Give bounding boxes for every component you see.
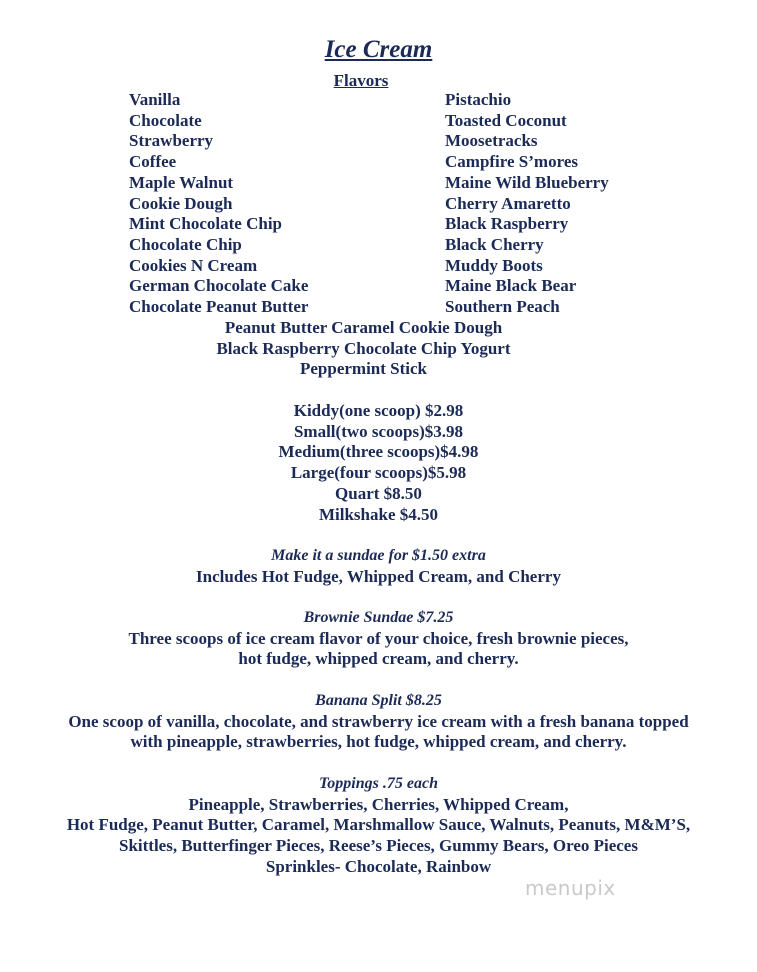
flavors-left-column [129,90,308,318]
flavor-item: German Chocolate Cake [129,276,309,296]
flavor-item: Cherry Amaretto [445,193,571,213]
banana-split-section [0,691,757,753]
toppings-section [0,774,757,878]
section-line: hot fudge, whipped cream, and cherry. [238,649,519,669]
flavor-item: Peppermint Stick [299,359,428,379]
flavor-item: Southern Peach [445,297,560,317]
section-heading: Brownie Sundae $7.25 [303,609,454,626]
flavor-item: Black Raspberry [445,214,569,234]
flavor-item: Maine Wild Blueberry [445,172,609,192]
size-price: Small(two scoops)$3.98 [293,421,464,441]
flavors-center [0,318,757,380]
section-line: Three scoops of ice cream flavor of your choice, fresh brownie pieces, [128,628,629,648]
flavors-right-column [445,90,609,318]
size-price: Quart $8.50 [335,483,422,503]
brownie-sundae-section [0,608,757,670]
size-prices [0,401,757,525]
flavor-item: Cookies N Cream [129,255,258,275]
section-heading: Make it a sundae for $1.50 extra [271,547,486,564]
flavor-item: Vanilla [129,90,181,109]
flavor-item: Maple Walnut [129,172,234,192]
flavor-item: Black Raspberry Chocolate Chip Yogurt [216,338,511,358]
section-line: Skittles, Butterfinger Pieces, Reese’s Pieces, Gummy Bears, Oreo Pieces [119,836,638,856]
flavor-item: Muddy Boots [445,255,543,275]
flavor-item: Chocolate Chip [129,234,242,254]
flavor-item: Campfire S’mores [445,152,578,172]
flavor-item: Chocolate Peanut Butter [129,297,309,317]
watermark: menupix [525,876,616,900]
flavor-item: Strawberry [129,131,214,151]
size-price: Kiddy(one scoop) $2.98 [293,401,464,420]
size-price: Large(four scoops)$5.98 [290,463,467,483]
flavor-item: Black Cherry [445,234,544,254]
flavor-item: Pistachio [445,90,512,109]
flavor-item: Coffee [129,152,177,172]
flavor-item: Peanut Butter Caramel Cookie Dough [224,318,503,337]
section-line: Pineapple, Strawberries, Cherries, Whipped Cream, [188,794,569,814]
sundae-section [0,546,757,587]
flavor-item: Cookie Dough [129,193,233,213]
section-line: Sprinkles- Chocolate, Rainbow [265,856,492,876]
section-line: Includes Hot Fudge, Whipped Cream, and Cherry [196,566,561,586]
flavor-item: Chocolate [129,110,202,130]
section-line: One scoop of vanilla, chocolate, and strawberry ice cream with a fresh banana topped [68,711,689,731]
size-price: Medium(three scoops)$4.98 [278,442,479,462]
section-line: Hot Fudge, Peanut Butter, Caramel, Marshmallow Sauce, Walnuts, Peanuts, M&M’S, [66,815,691,835]
flavor-item: Maine Black Bear [445,276,577,296]
section-line: with pineapple, strawberries, hot fudge, whipped cream, and cherry. [130,732,627,752]
section-heading: Toppings .75 each [319,775,438,792]
flavor-item: Mint Chocolate Chip [129,214,282,234]
flavors-heading: Flavors [333,71,389,90]
flavor-item: Toasted Coconut [445,110,567,130]
section-heading: Banana Split $8.25 [315,692,442,709]
size-price: Milkshake $4.50 [318,504,439,524]
flavor-item: Moosetracks [445,131,538,151]
page-title: Ice Cream [324,36,433,63]
